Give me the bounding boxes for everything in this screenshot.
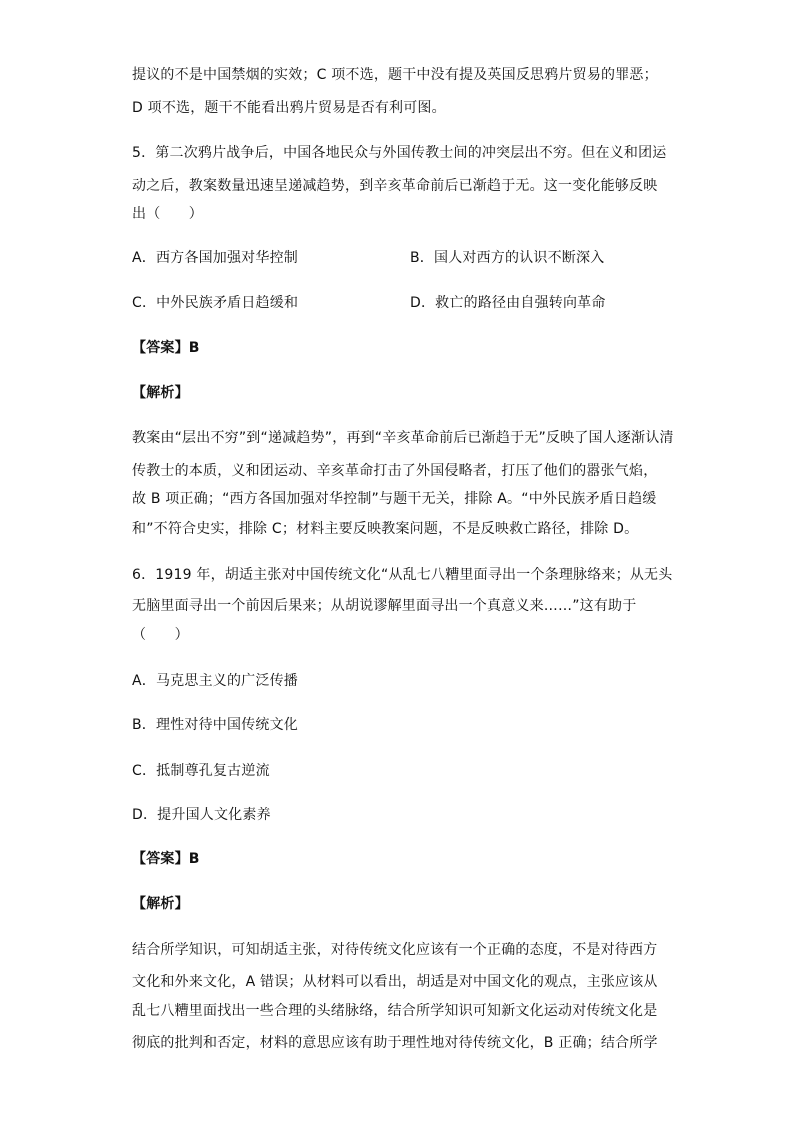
q6-option-a: A．马克思主义的广泛传播 [132, 673, 298, 689]
q6-analysis-label: 【解析】 [132, 896, 189, 912]
q6-analysis-line-4: 彻底的批判和否定，材料的意思应该有助于理性地对待传统文化，B 正确；结合所学 [132, 1035, 658, 1051]
q5-answer: 【答案】B [132, 340, 200, 356]
q6-analysis-line-1: 结合所学知识，可知胡适主张，对待传统文化应该有一个正确的态度，不是对待西方 [132, 942, 658, 958]
q6-option-d: D．提升国人文化素养 [132, 807, 271, 823]
q5-analysis-line-4: 和”不符合史实，排除 C；材料主要反映教案问题，不是反映救亡路径，排除 D。 [132, 521, 639, 537]
q6-stem-line-1: 6．1919 年，胡适主张对中国传统文化“从乱七八糟里面寻出一个条理脉络来；从无头 [132, 567, 673, 583]
q5-stem-line-1: 5．第二次鸦片战争后，中国各地民众与外国传教士间的冲突层出不穷。但在义和团运 [132, 145, 667, 161]
q5-option-b: B．国人对西方的认识不断深入 [410, 250, 605, 266]
q6-answer: 【答案】B [132, 851, 200, 867]
q6-stem-line-2: 无脑里面寻出一个前因后果来；从胡说谬解里面寻出一个真意义来……”这有助于 [132, 598, 637, 614]
q6-stem-line-3: （ ） [132, 627, 189, 643]
q5-option-a: A．西方各国加强对华控制 [132, 250, 298, 266]
q5-analysis-label: 【解析】 [132, 385, 189, 401]
q6-analysis-line-3: 乱七八糟里面找出一些合理的头绪脉络，结合所学知识可知新文化运动对传统文化是 [132, 1003, 658, 1019]
q6-analysis-line-2: 文化和外来文化，A 错误；从材料可以看出，胡适是对中国文化的观点，主张应该从 [132, 974, 658, 990]
q5-stem-line-2: 动之后，教案数量迅速呈递减趋势，到辛亥革命前后已渐趋于无。这一变化能够反映 [132, 178, 658, 194]
q5-analysis-line-2: 传教士的本质，义和团运动、辛亥革命打击了外国侵略者，打压了他们的嚣张气焰， [132, 463, 658, 479]
q5-analysis-line-3: 故 B 项正确；“西方各国加强对华控制”与题干无关，排除 A。“中外民族矛盾日趋缓 [132, 491, 657, 507]
q5-option-c: C．中外民族矛盾日趋缓和 [132, 295, 299, 311]
q5-option-d: D．救亡的路径由自强转向革命 [410, 295, 606, 311]
q6-option-b: B．理性对待中国传统文化 [132, 717, 299, 733]
q5-stem-line-3: 出（ ） [132, 206, 203, 222]
q6-option-c: C．抵制尊孔复古逆流 [132, 763, 270, 779]
q5-analysis-line-1: 教案由“层出不穷”到“递减趋势”，再到“辛亥革命前后已渐趋于无”反映了国人逐渐认清 [132, 430, 674, 446]
prev-analysis-line-2: D 项不选，题干不能看出鸦片贸易是否有利可图。 [132, 100, 446, 116]
prev-analysis-line-1: 提议的不是中国禁烟的实效；C 项不选，题干中没有提及英国反思鸦片贸易的罪恶； [132, 67, 658, 83]
